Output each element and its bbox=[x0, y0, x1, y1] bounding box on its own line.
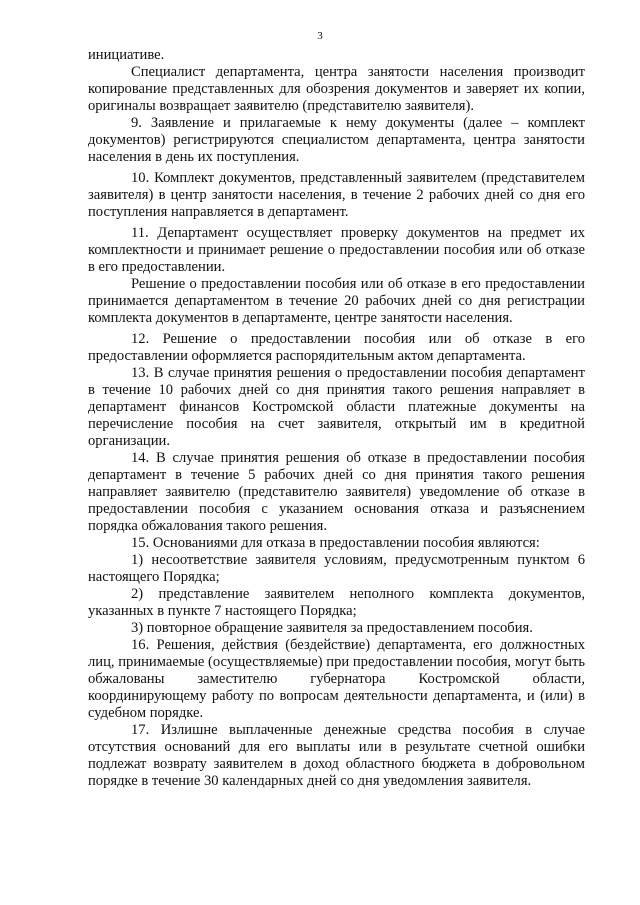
list-item-3: 3) повторное обращение заявителя за предоставлением пособия. bbox=[131, 620, 533, 636]
paragraph-item-13: 13. В случае принятия решения о предоставлении пособия департамент в течение 10 рабочих дней со дня принятия такого решения направляет в департамент финансов Костромской области платежные документы на перечисление пособия на счет заявителя, открытый им в кредитной организации. bbox=[88, 365, 585, 449]
paragraph-item-10: 10. Комплект документов, представленный заявителем (представителем заявителя) в центр занятости населения, в течение 2 рабочих дней со дня его поступления направляется в департамент. bbox=[88, 170, 585, 220]
list-item-2: 2) представление заявителем неполного комплекта документов, указанных в пункте 7 настоящего Порядка; bbox=[88, 586, 585, 619]
paragraph-item-11: 11. Департамент осуществляет проверку документов на предмет их комплектности и принимает решение о предоставлении пособия или об отказе в его предоставлении. bbox=[88, 225, 585, 275]
paragraph-continuation: инициативе. bbox=[88, 47, 165, 63]
list-item-1: 1) несоответствие заявителя условиям, предусмотренным пунктом 6 настоящего Порядка; bbox=[88, 552, 585, 585]
paragraph-item-14: 14. В случае принятия решения об отказе в предоставлении пособия департамент в течение 5 рабочих дней со дня принятия такого решения направляет заявителю (представителю заявителя) уведомление об отказе в предоставлении пособия с указанием основания отказа и разъяснением порядка обжалования такого решения. bbox=[88, 450, 585, 534]
document-body bbox=[88, 47, 585, 790]
paragraph-item-12: 12. Решение о предоставлении пособия или об отказе в его предоставлении оформляется распорядительным актом департамента. bbox=[88, 331, 585, 364]
paragraph-item-16: 16. Решения, действия (бездействие) департамента, его должностных лиц, принимаемые (осуществляемые) при предоставлении пособия, могут быть обжалованы заместителю губернатора Костромской области, координирующему работу по вопросам деятельности департамента, и (или) в судебном порядке. bbox=[88, 637, 585, 721]
paragraph-decision-term: Решение о предоставлении пособия или об отказе в его предоставлении принимается департаментом в течение 20 рабочих дней со дня регистрации комплекта документов в департаменте, центре занятости населения. bbox=[88, 276, 585, 326]
page-number: 3 bbox=[317, 30, 323, 42]
paragraph-copying-documents: Специалист департамента, центра занятости населения производит копирование представленных для обозрения документов и заверяет их копии, оригиналы возвращает заявителю (представителю заявителя). bbox=[88, 64, 585, 114]
paragraph-item-15: 15. Основаниями для отказа в предоставлении пособия являются: bbox=[131, 535, 540, 551]
paragraph-item-17: 17. Излишне выплаченные денежные средства пособия в случае отсутствия оснований для его выплаты или в результате счетной ошибки подлежат возврату заявителем в доход областного бюджета в добровольном порядке в течение 30 календарных дней со дня уведомления заявителя. bbox=[88, 722, 585, 789]
paragraph-item-9: 9. Заявление и прилагаемые к нему документы (далее – комплект документов) регистрируются специалистом департамента, центра занятости населения в день их поступления. bbox=[88, 115, 585, 165]
